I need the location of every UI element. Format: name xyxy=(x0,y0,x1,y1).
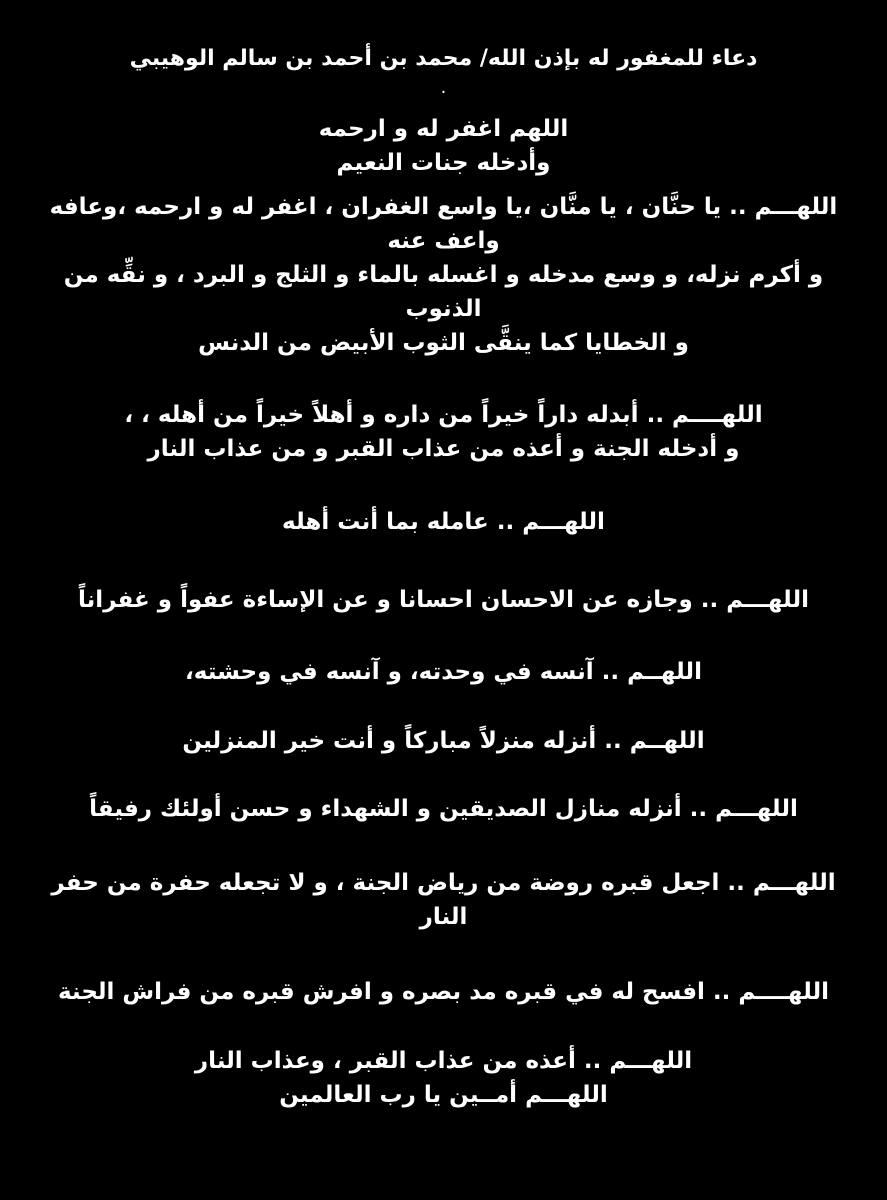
document-title: دعاء للمغفور له بإذن الله/ محمد بن أحمد بن سالم الوهيبي xyxy=(129,46,758,71)
prayer-line: الذنوب xyxy=(405,296,482,322)
prayer-paragraph xyxy=(30,1044,857,1112)
prayer-line: اللهــــم .. أبدله داراً خيراً من داره و أهلاً خيراً من أهله ، ، xyxy=(124,402,763,428)
prayer-line: واعف عنه xyxy=(387,228,500,254)
prayer-line: و أكرم نزله، و وسع مدخله و اغسله بالماء و الثلج و البرد ، و نقِّه من xyxy=(63,262,824,288)
prayer-paragraph xyxy=(30,112,857,180)
prayer-line: اللهــم .. آنسه في وحدته، و آنسه في وحشته، xyxy=(185,659,702,685)
prayer-line: و الخطايا كما ينقَّى الثوب الأبيض من الدنس xyxy=(198,330,689,356)
prayer-line: اللهـــم .. أعذه من عذاب القبر ، وعذاب النار xyxy=(194,1048,693,1074)
prayer-line: و أدخله الجنة و أعذه من عذاب القبر و من عذاب النار xyxy=(147,436,740,462)
prayer-line: اللهــــم .. افسح له في قبره مد بصره و افرش قبره من فراش الجنة xyxy=(57,979,829,1005)
prayer-paragraph xyxy=(30,792,857,826)
separator-dot: . xyxy=(440,77,447,98)
prayer-paragraph xyxy=(30,975,857,1009)
prayer-line: اللهــم .. أنزله منزلاً مباركاً و أنت خير المنزلين xyxy=(182,728,705,754)
prayer-line: اللهـــم .. اجعل قبره روضة من رياض الجنة ، و لا تجعله حفرة من حفر xyxy=(51,870,836,896)
prayer-line: وأدخله جنات النعيم xyxy=(336,150,551,176)
prayer-line: اللهم اغفر له و ارحمه xyxy=(318,116,569,142)
prayer-line: النار xyxy=(419,904,468,930)
prayer-line: اللهـــم .. وجازه عن الاحسان احسانا و عن الإساءة عفواً و غفراناً xyxy=(78,587,809,613)
prayer-line: اللهـــم .. عامله بما أنت أهله xyxy=(282,509,605,535)
prayer-paragraph xyxy=(30,866,857,934)
prayer-paragraph xyxy=(30,724,857,758)
prayer-paragraph xyxy=(30,655,857,689)
prayer-paragraph xyxy=(30,398,857,466)
prayer-paragraph xyxy=(30,190,857,360)
prayer-line: اللهـــم أمــين يا رب العالمين xyxy=(279,1082,608,1108)
prayer-line: اللهـــم .. يا حنَّان ، يا منَّان ،يا واسع الغفران ، اغفر له و ارحمه ،وعافه xyxy=(49,194,838,220)
prayer-line: اللهـــم .. أنزله منازل الصديقين و الشهداء و حسن أولئك رفيقاً xyxy=(89,796,798,822)
prayer-paragraph xyxy=(30,505,857,539)
prayer-paragraph xyxy=(30,583,857,617)
